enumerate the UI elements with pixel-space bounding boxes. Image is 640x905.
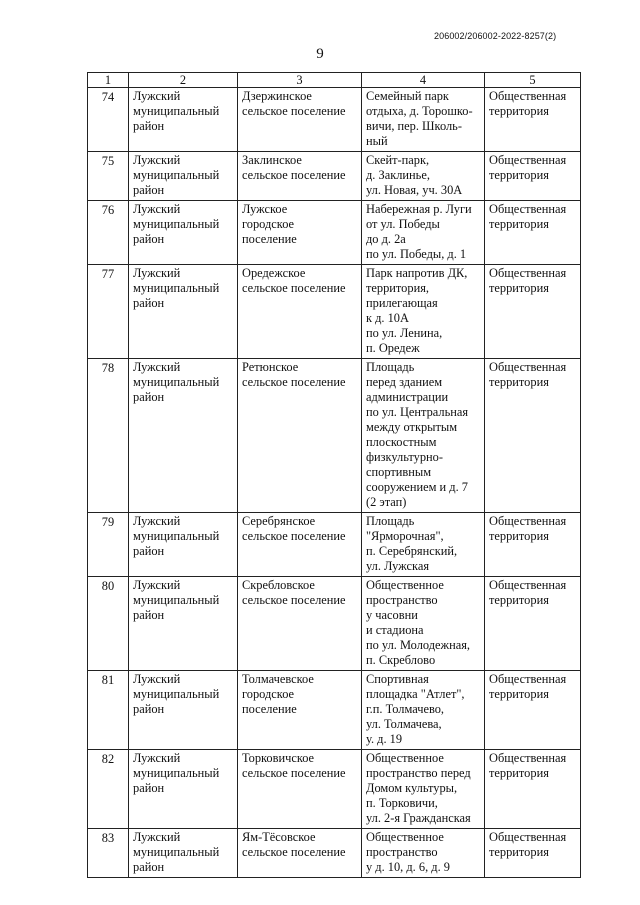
territory-type-cell: Общественная территория	[485, 152, 581, 201]
district-cell: Лужский муниципальный район	[129, 671, 238, 750]
object-cell: Площадь перед зданием администрации по ул. Центральная между открытым плоскостным физкультурно- спортивным сооружением и д. 7 (2 этап)	[362, 359, 485, 513]
district-cell: Лужский муниципальный район	[129, 750, 238, 829]
column-number: 5	[485, 73, 581, 88]
page-number: 9	[316, 46, 324, 62]
object-cell: Скейт-парк, д. Заклинье, ул. Новая, уч. 30А	[362, 152, 485, 201]
district-cell: Лужский муниципальный район	[129, 513, 238, 577]
object-cell: Общественное пространство у д. 10, д. 6, д. 9	[362, 829, 485, 878]
table-row	[88, 750, 581, 829]
object-cell: Спортивная площадка "Атлет", г.п. Толмачево, ул. Толмачева, у. д. 19	[362, 671, 485, 750]
settlement-cell: Оредежское сельское поселение	[238, 265, 362, 359]
settlement-cell: Серебрянское сельское поселение	[238, 513, 362, 577]
territory-type-cell: Общественная территория	[485, 359, 581, 513]
object-cell: Площадь "Ярморочная", п. Серебрянский, ул. Лужская	[362, 513, 485, 577]
object-cell: Набережная р. Луги от ул. Победы до д. 2а по ул. Победы, д. 1	[362, 201, 485, 265]
territory-type-cell: Общественная территория	[485, 750, 581, 829]
territory-type-cell: Общественная территория	[485, 577, 581, 671]
row-number: 80	[88, 577, 129, 671]
column-number-row	[88, 73, 581, 88]
territory-type-cell: Общественная территория	[485, 88, 581, 152]
document-id: 206002/206002-2022-8257(2)	[434, 31, 557, 41]
table-row	[88, 265, 581, 359]
territory-type-cell: Общественная территория	[485, 513, 581, 577]
settlement-cell: Дзержинское сельское поселение	[238, 88, 362, 152]
district-cell: Лужский муниципальный район	[129, 359, 238, 513]
territory-type-cell: Общественная территория	[485, 671, 581, 750]
column-number: 2	[129, 73, 238, 88]
district-cell: Лужский муниципальный район	[129, 152, 238, 201]
settlement-cell: Торковичское сельское поселение	[238, 750, 362, 829]
territory-type-cell: Общественная территория	[485, 829, 581, 878]
territory-type-cell: Общественная территория	[485, 265, 581, 359]
table-row	[88, 88, 581, 152]
row-number: 75	[88, 152, 129, 201]
object-cell: Общественное пространство перед Домом культуры, п. Торковичи, ул. 2-я Гражданская	[362, 750, 485, 829]
district-cell: Лужский муниципальный район	[129, 577, 238, 671]
district-cell: Лужский муниципальный район	[129, 201, 238, 265]
row-number: 81	[88, 671, 129, 750]
district-cell: Лужский муниципальный район	[129, 829, 238, 878]
object-cell: Парк напротив ДК, территория, прилегающая к д. 10А по ул. Ленина, п. Оредеж	[362, 265, 485, 359]
table-row	[88, 201, 581, 265]
object-cell: Общественное пространство у часовни и стадиона по ул. Молодежная, п. Скреблово	[362, 577, 485, 671]
territories-table	[87, 72, 581, 878]
settlement-cell: Скребловское сельское поселение	[238, 577, 362, 671]
row-number: 83	[88, 829, 129, 878]
district-cell: Лужский муниципальный район	[129, 88, 238, 152]
row-number: 82	[88, 750, 129, 829]
row-number: 79	[88, 513, 129, 577]
table-row	[88, 829, 581, 878]
row-number: 78	[88, 359, 129, 513]
territory-type-cell: Общественная территория	[485, 201, 581, 265]
settlement-cell: Лужское городское поселение	[238, 201, 362, 265]
table-row	[88, 513, 581, 577]
settlement-cell: Ретюнское сельское поселение	[238, 359, 362, 513]
settlement-cell: Ям-Тёсовское сельское поселение	[238, 829, 362, 878]
row-number: 74	[88, 88, 129, 152]
settlement-cell: Толмачевское городское поселение	[238, 671, 362, 750]
table-row	[88, 577, 581, 671]
object-cell: Семейный парк отдыха, д. Торошко- вичи, пер. Школь- ный	[362, 88, 485, 152]
row-number: 76	[88, 201, 129, 265]
column-number: 4	[362, 73, 485, 88]
column-number: 1	[88, 73, 129, 88]
table-row	[88, 671, 581, 750]
table-row	[88, 359, 581, 513]
row-number: 77	[88, 265, 129, 359]
table-row	[88, 152, 581, 201]
settlement-cell: Заклинское сельское поселение	[238, 152, 362, 201]
district-cell: Лужский муниципальный район	[129, 265, 238, 359]
column-number: 3	[238, 73, 362, 88]
